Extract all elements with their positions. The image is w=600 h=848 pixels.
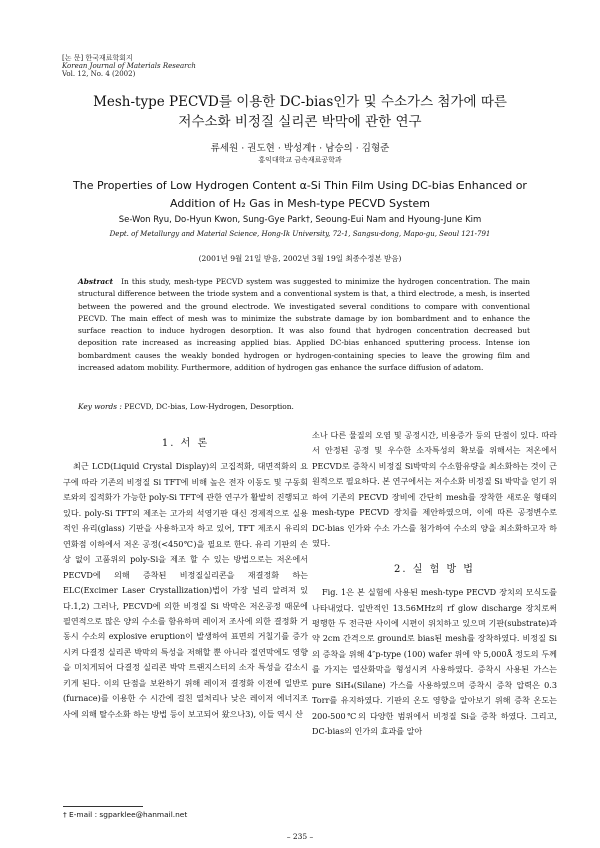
title-en-line2: Addition of H₂ Gas in Mesh-type PECVD System	[170, 197, 430, 210]
intro-heading: 1. 서 론	[161, 438, 210, 449]
abstract-text: In this study, mesh-type PECVD system was suggested to minimize the hydrogen concentration. The main structural difference between the triode system and a conventional system is that, a third electrode, a mesh, is inserted between the powered and the ground electrode. We investigated several conditions to compare with conventional PECVD. The main effect of mesh was to minimize the substrate damage by ion bombardment and to enhance the surface reaction to induce hydrogen desorption. It was also found that hydrogen concentration decreased but deposition rate increased as increasing applied bias. Applied DC-bias enhanced sputtering process. Intense ion bombardment causes the weakly bonded hydrogen or hydrogen-containing species to leave the growing film and increased adatom mobility. Furthermore, addition of hydrogen gas enhance the surface diffusion of adatom.	[78, 277, 530, 373]
intro-paragraph: 최근 LCD(Liquid Crystal Display)의 고집적화, 대면적화의 요구에 따라 기존의 비정질 Si TFT에 비해 높은 전자 이동도 및 구동회로와의 집적화가 가능한 poly-Si TFT에 관한 연구가 활발히 진행되고 있다. poly-Si TFT의 제조는 고가의 석영기판 대신 경제적으로 실용적인 유리(glass) 기판을 사용하고자 하고 있어, TFT 제조시 유리의 연화점 이하에서 저온 공정(<450℃)을 필요로 한다. 유리 기판의 손상 없이 고품위의 poly-Si을 제조 할 수 있는 방법으로는 저온에서 PECVD에 의해 증착된 비정질실리콘을 재결정화 하는 ELC(Excimer Laser Crystallization)법이 가장 널리 알려져 있다.1,2) 그러나, PECVD에 의한 비정질 Si 박막은 저온공정 때문에 필연적으로 많은 양의 수소를 함유하며 레이저 조사에 의한 결정화 거동시 수소의 explosive eruption이 발생하여 표면의 거칠기를 증가시켜 다결정 실리콘 박막의 특성을 저해할 뿐 아니라 절연막에도 영향을 미치게되어 다결정 실리콘 박막 트랜지스터의 소자 특성을 감소시키게 된다. 이의 단점을 보완하기 위해 레이저 결정화 이전에 일반로(furnace)를 이용한 수 시간에 걸친 열처리나 낮은 레이저 에너지조사에 의해 탈수소화 하는 방법 등이 보고되어 왔으나3), 이들 역시 산	[63, 461, 308, 719]
page-number: – 235 –	[286, 832, 314, 841]
journal-volume: Vol. 12, No. 4 (2002)	[62, 70, 136, 78]
title-ko-line2: 저수소화 비정질 실리콘 박막에 관한 연구	[178, 114, 422, 130]
affiliation-ko: 홍익대학교 금속재료공학과	[258, 156, 342, 164]
journal-header	[62, 54, 196, 78]
experiment-paragraph: Fig. 1은 본 실험에 사용된 mesh-type PECVD 장치의 모식도를 나타내었다. 일반적인 13.56MHz의 rf glow discharge 장치로써 평행한 두 전극판 사이에 시편이 위치하고 있으며 기판(substrate)과 약 2cm 간격으로 ground로 bias된 mesh를 장착하였다. 비정질 Si의 증착을 위해 4″p-type (100) wafer 위에 약 5,000Å 정도의 두께를 가지는 열산화막을 형성시켜 사용하였다. 증착시 사용된 가스는 pure SiH₄(Silane) 가스를 사용하였으며 증착시 증착 압력은 0.3 Torr를 유지하였다. 기판의 온도 영향을 알아보기 위해 증착 온도는 200-500℃의 다양한 범위에서 비정질 Si을 증착 하였다. 그리고, DC-bias의 인가의 효과를 알아	[312, 587, 557, 737]
intro-paragraph-continued: 소나 다른 물질의 오염 및 공정시간, 비용증가 등의 단점이 있다. 따라서 안정된 공정 및 우수한 소자특성의 확보를 위해서는 저온에서 PECVD로 증착시 비정질 Si박막의 수소함유량을 최소화하는 것이 근원적으로 필요하다. 본 연구에서는 저수소화 비정질 Si 박막을 얻기 위하여 기존의 PECVD 장비에 간단히 mesh를 장착한 새로운 형태의 mesh-type PECVD 장치를 제안하였으며, 이에 따른 공정변수로 DC-bias 인가와 수소 가스를 첨가하여 수소의 양을 최소화하고자 하였다.	[312, 430, 557, 549]
keywords-label: Key words :	[78, 402, 122, 411]
footnote-divider	[63, 806, 143, 807]
journal-label: [논 문] 한국재료학회지	[62, 54, 133, 62]
abstract	[78, 276, 530, 374]
journal-name-en: Korean Journal of Materials Research	[62, 62, 196, 70]
keywords	[78, 402, 530, 411]
abstract-label: Abstract	[78, 277, 114, 286]
received-dates: (2001년 9월 21일 받음, 2002년 3월 19일 최종수정본 받음)	[198, 254, 402, 263]
affiliation-en: Dept. of Metallurgy and Material Science, Hong-Ik University, 72-1, Sangsu-dong, Mapo-gu, Seoul 121-791	[109, 230, 491, 238]
authors-ko: 류세원 · 권도현 · 박성계† · 남승의 · 김형준	[210, 143, 390, 154]
right-column	[312, 428, 557, 740]
footnote-email: † E-mail : sgparklee@hanmail.net	[63, 810, 188, 819]
title-ko-line1: Mesh-type PECVD를 이용한 DC-bias인가 및 수소가스 첨가에 따른	[93, 94, 507, 110]
keywords-text: PECVD, DC-bias, Low-Hydrogen, Desorption.	[124, 402, 294, 411]
authors-en: Se-Won Ryu, Do-Hyun Kwon, Sung-Gye Park†, Seoung-Eui Nam and Hyoung-June Kim	[118, 215, 482, 225]
experiment-heading: 2. 실 험 방 법	[394, 563, 475, 575]
left-column	[63, 430, 308, 722]
title-en-line1: The Properties of Low Hydrogen Content α-Si Thin Film Using DC-bias Enhanced or	[73, 179, 527, 192]
